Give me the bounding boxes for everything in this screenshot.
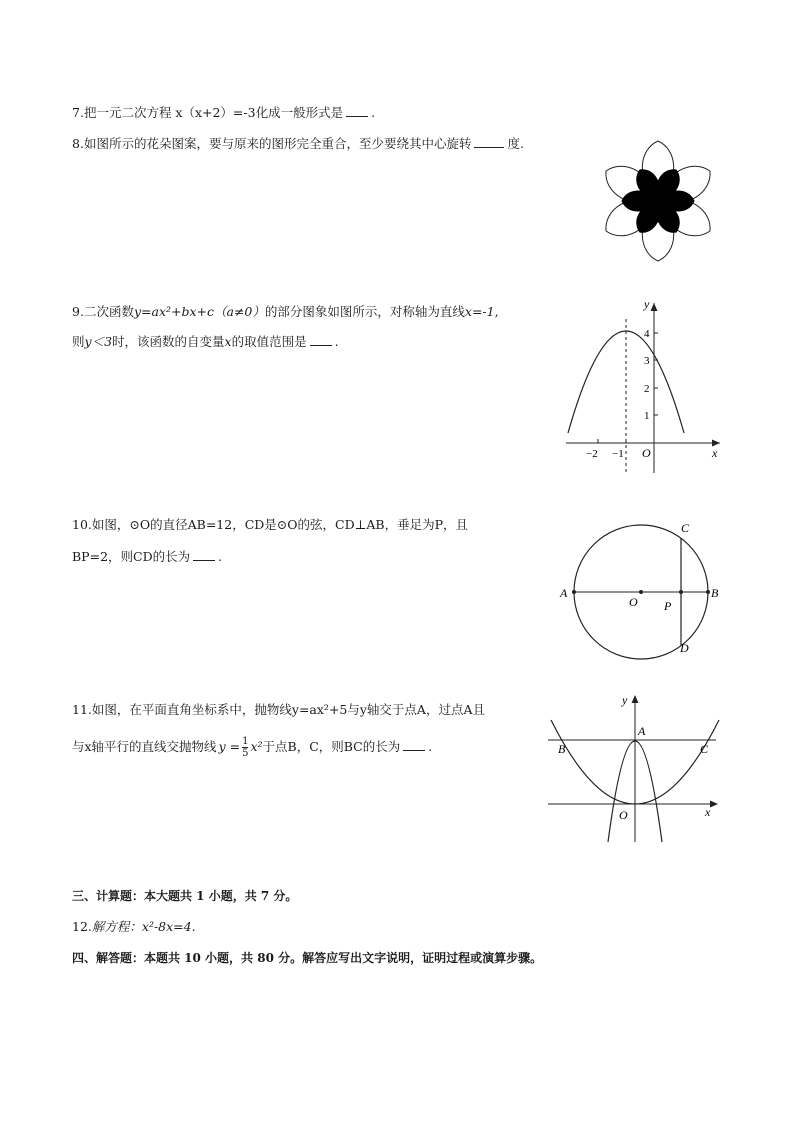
label-b: B	[558, 742, 566, 756]
answer-blank[interactable]	[310, 333, 332, 346]
parabola-figure-9	[560, 295, 730, 479]
label-b: B	[711, 586, 719, 600]
y-tick-label: 2	[644, 383, 650, 395]
question-number: 8.	[72, 136, 84, 151]
label-o: O	[619, 808, 628, 822]
question-text: 如图所示的花朵图案，要与原来的图形完全重合，至少要绕其中心旋转	[83, 136, 472, 151]
answer-blank[interactable]	[403, 738, 425, 751]
label-c: C	[700, 742, 709, 756]
question-10: 10.如图，⊙O的直径AB=12，CD是⊙O的弦，CD⊥AB，垂足为P，且	[72, 517, 468, 532]
question-9-line-2: 则y＜3时，该函数的自变量x的取值范围是 .	[72, 334, 339, 349]
question-12: 12.解方程：x²-8x=4.	[72, 919, 196, 934]
question-number: 9.	[72, 304, 84, 319]
answer-blank[interactable]	[346, 104, 368, 117]
section-4-heading: 四、解答题：本题共 10 小题，共 80 分。解答应写出文字说明，证明过程或演算步骤。	[72, 951, 543, 965]
question-number: 11.	[72, 702, 92, 717]
label-a: A	[560, 586, 568, 600]
answer-blank[interactable]	[474, 135, 504, 148]
question-text: 把一元二次方程 x（x+2）=-3化成一般形式是	[83, 105, 344, 120]
flower-figure	[593, 140, 723, 266]
question-7: 7.把一元二次方程 x（x+2）=-3化成一般形式是 .	[72, 105, 376, 120]
y-tick-label: 4	[644, 328, 650, 340]
question-9: 9.二次函数y=ax²+bx+c（a≠0）的部分图象如图所示，对称轴为直线x=-1,	[72, 304, 499, 319]
y-axis-label: y	[644, 297, 650, 311]
x-axis-arrow	[710, 801, 718, 808]
flower-drawing	[593, 140, 723, 262]
y-tick-label: 1	[644, 410, 650, 422]
y-tick-label: 3	[644, 355, 650, 367]
question-8: 8.如图所示的花朵图案，要与原来的图形完全重合，至少要绕其中心旋转 度.	[72, 136, 524, 151]
circle-figure-10	[556, 515, 726, 664]
x-tick-label: −2	[586, 448, 598, 460]
y-axis-arrow	[632, 695, 639, 703]
point-a	[572, 590, 576, 594]
circle-diagram	[556, 515, 726, 660]
label-p: P	[664, 599, 672, 613]
y-axis-label: y	[622, 693, 628, 707]
origin-label: O	[642, 446, 651, 460]
two-parabolas-graph	[548, 692, 728, 847]
y-axis-arrow	[651, 303, 658, 311]
point-p	[679, 590, 683, 594]
question-11: 11.如图，在平面直角坐标系中，抛物线y=ax²+5与y轴交于点A，过点A且	[72, 702, 485, 717]
question-11-line-2: 与x轴平行的直线交抛物线 y = $\frac{1}{5}$ x²于点B，C，则BC的长为 .	[72, 736, 433, 759]
question-10-line-2: BP=2，则CD的长为 .	[72, 549, 223, 564]
section-3-heading: 三、计算题：本大题共 1 小题，共 7 分。	[72, 889, 298, 903]
label-d: D	[680, 641, 689, 655]
question-number: 12.	[72, 919, 92, 934]
x-axis-label: x	[705, 805, 711, 819]
label-o: O	[629, 595, 638, 609]
answer-blank[interactable]	[193, 548, 215, 561]
label-a: A	[638, 724, 646, 738]
question-number: 10.	[72, 517, 92, 532]
label-c: C	[681, 521, 690, 535]
fraction: $\frac{1}{5}$	[242, 736, 249, 759]
x-axis-label: x	[712, 446, 718, 460]
parabola-figure-11	[548, 692, 728, 851]
question-number: 7.	[72, 105, 84, 120]
point-o	[639, 590, 643, 594]
parabola-graph	[560, 295, 730, 475]
x-tick-label: −1	[612, 448, 624, 460]
point-b	[706, 590, 710, 594]
